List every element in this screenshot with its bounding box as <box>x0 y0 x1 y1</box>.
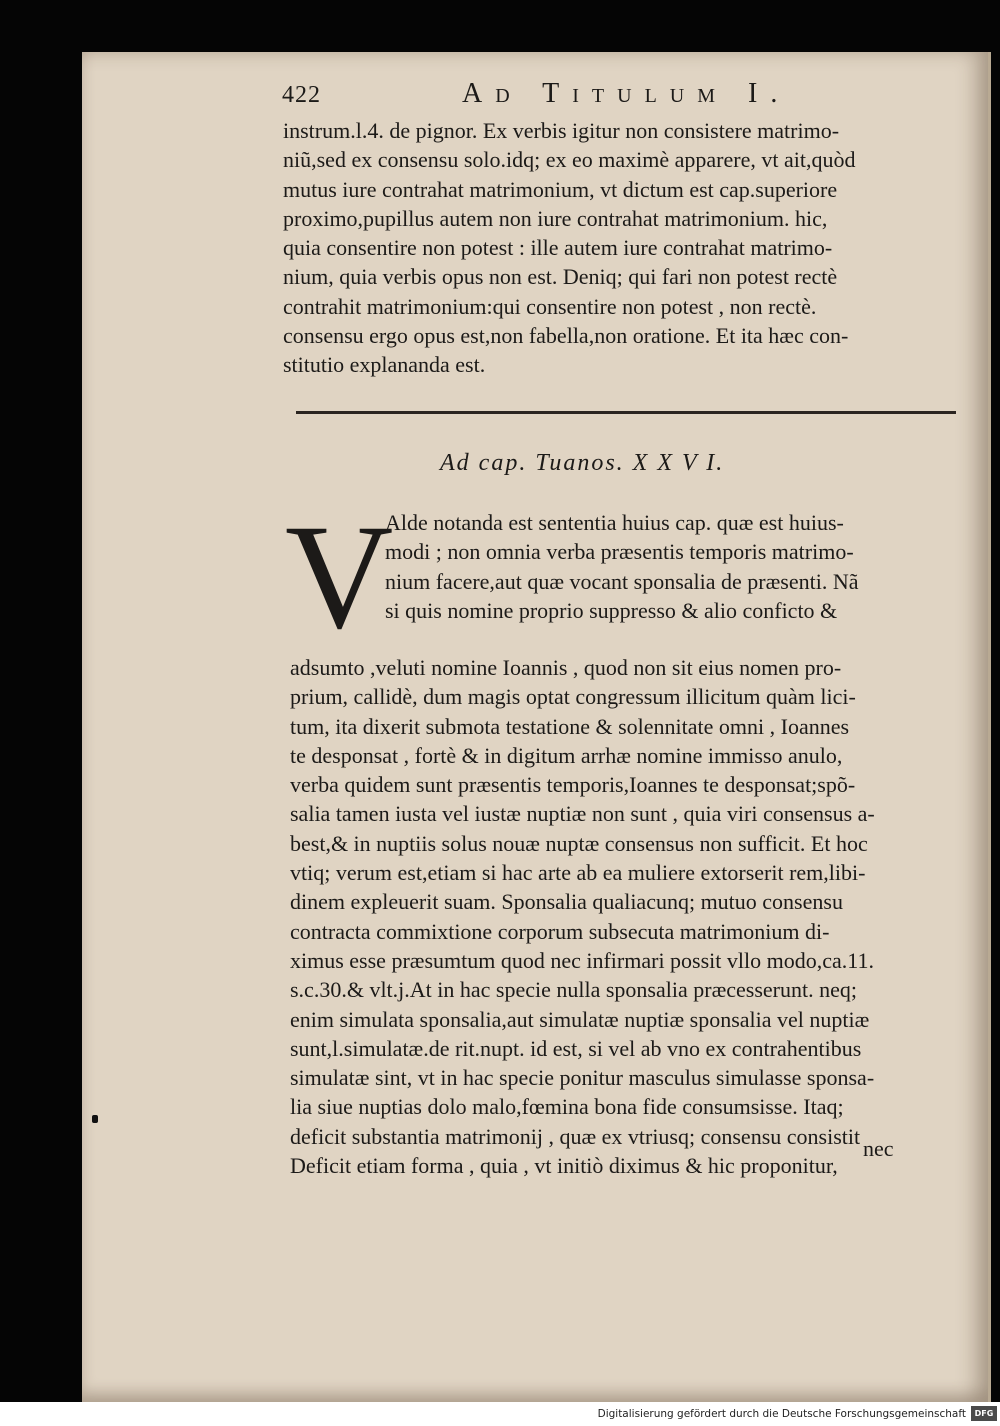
text-line: nium, quia verbis opus non est. Deniq; qui fari non potest rectè <box>283 264 838 290</box>
drop-cap-initial: V <box>285 494 394 660</box>
section-divider <box>296 411 956 414</box>
text-line: best,& in nuptiis solus nouæ nuptæ consensus non sufficit. Et hoc <box>290 830 868 856</box>
text-line: prium, callidè, dum magis optat congressum illicitum quàm lici- <box>290 684 856 710</box>
text-line: deficit substantia matrimonij , quæ ex vtriusq; consensu consistit <box>290 1123 861 1149</box>
text-line: nium facere,aut quæ vocant sponsalia de præsenti. Nã <box>385 568 859 594</box>
text-line: lia siue nuptias dolo malo,fœmina bona fide consumsisse. Itaq; <box>290 1094 844 1120</box>
text-line: quia consentire non potest : ille autem iure contrahat matrimo- <box>283 235 833 261</box>
text-line: dinem expleuerit suam. Sponsalia qualiacunq; mutuo consensu <box>290 889 843 915</box>
text-line: mutus iure contrahat matrimonium, vt dictum est cap.superiore <box>283 176 838 202</box>
text-line: proximo,pupillus autem non iure contrahat matrimonium. hic, <box>283 205 828 231</box>
text-line: Alde notanda est sententia huius cap. quæ est huius- <box>385 510 844 535</box>
text-line: verba quidem sunt præsentis temporis,Ioannes te desponsat;spõ- <box>290 772 856 798</box>
text-line: consensu ergo opus est,non fabella,non oratione. Et ita hæc con- <box>283 323 849 349</box>
text-line: contrahit matrimonium:qui consentire non potest , non rectè. <box>283 293 817 319</box>
text-line: si quis nomine proprio suppresso & alio conficto & <box>385 597 838 623</box>
chapter-paragraph-body <box>290 653 875 1180</box>
text-line: tum, ita dixerit submota testatione & solennitate omni , Ioannes <box>290 713 850 739</box>
text-line: modi ; non omnia verba præsentis temporis matrimo- <box>385 539 854 565</box>
text-line: enim simulata sponsalia,aut simulatæ nuptiæ sponsalia vel nuptiæ <box>290 1006 870 1032</box>
text-line: te desponsat , fortè & in digitum arrhæ nomine immisso anulo, <box>290 742 843 768</box>
text-line: contracta commixtione corporum subsecuta matrimonium di- <box>290 918 830 944</box>
text-line: salia tamen iusta vel iustæ nuptiæ non sunt , quia viri consensus a- <box>290 801 875 827</box>
text-line: Deficit etiam forma , quia , vt initiò diximus & hic proponitur, <box>290 1153 838 1179</box>
margin-ink-mark <box>92 1115 98 1123</box>
catchword: nec <box>863 1136 894 1161</box>
dfg-logo-icon: DFG <box>971 1406 997 1421</box>
page-number: 422 <box>282 82 321 108</box>
text-line: stitutio explananda est. <box>283 352 486 378</box>
running-head <box>282 76 822 116</box>
text-line: sunt,l.simulatæ.de rit.nupt. id est, si vel ab vno ex contrahentibus <box>290 1035 862 1061</box>
chapter-paragraph-start <box>385 508 858 625</box>
running-title: Ad Titulum I. <box>462 78 791 109</box>
text-line: adsumto ,veluti nomine Ioannis , quod non sit eius nomen pro- <box>290 655 842 680</box>
text-line: simulatæ sint, vt in hac specie ponitur masculus simulasse sponsa- <box>290 1065 875 1091</box>
text-line: vtiq; verum est,etiam si hac arte ab ea muliere extorserit rem,libi- <box>290 860 866 886</box>
top-paragraph <box>283 116 855 380</box>
text-line: ximus esse præsumtum quod nec infirmari possit vllo modo,ca.11. <box>290 947 874 973</box>
text-line: instrum.l.4. de pignor. Ex verbis igitur non consistere matrimo- <box>283 118 840 143</box>
funding-credit: Digitalisierung gefördert durch die Deutsche Forschungsgemeinschaft <box>597 1408 966 1420</box>
text-line: s.c.30.& vlt.j.At in hac specie nulla sponsalia præcesserunt. neq; <box>290 977 857 1003</box>
text-line: niũ,sed ex consensu solo.idq; ex eo maximè apparere, vt ait,quòd <box>283 147 856 173</box>
chapter-heading: Ad cap. Tuanos. X X V I. <box>440 450 725 476</box>
